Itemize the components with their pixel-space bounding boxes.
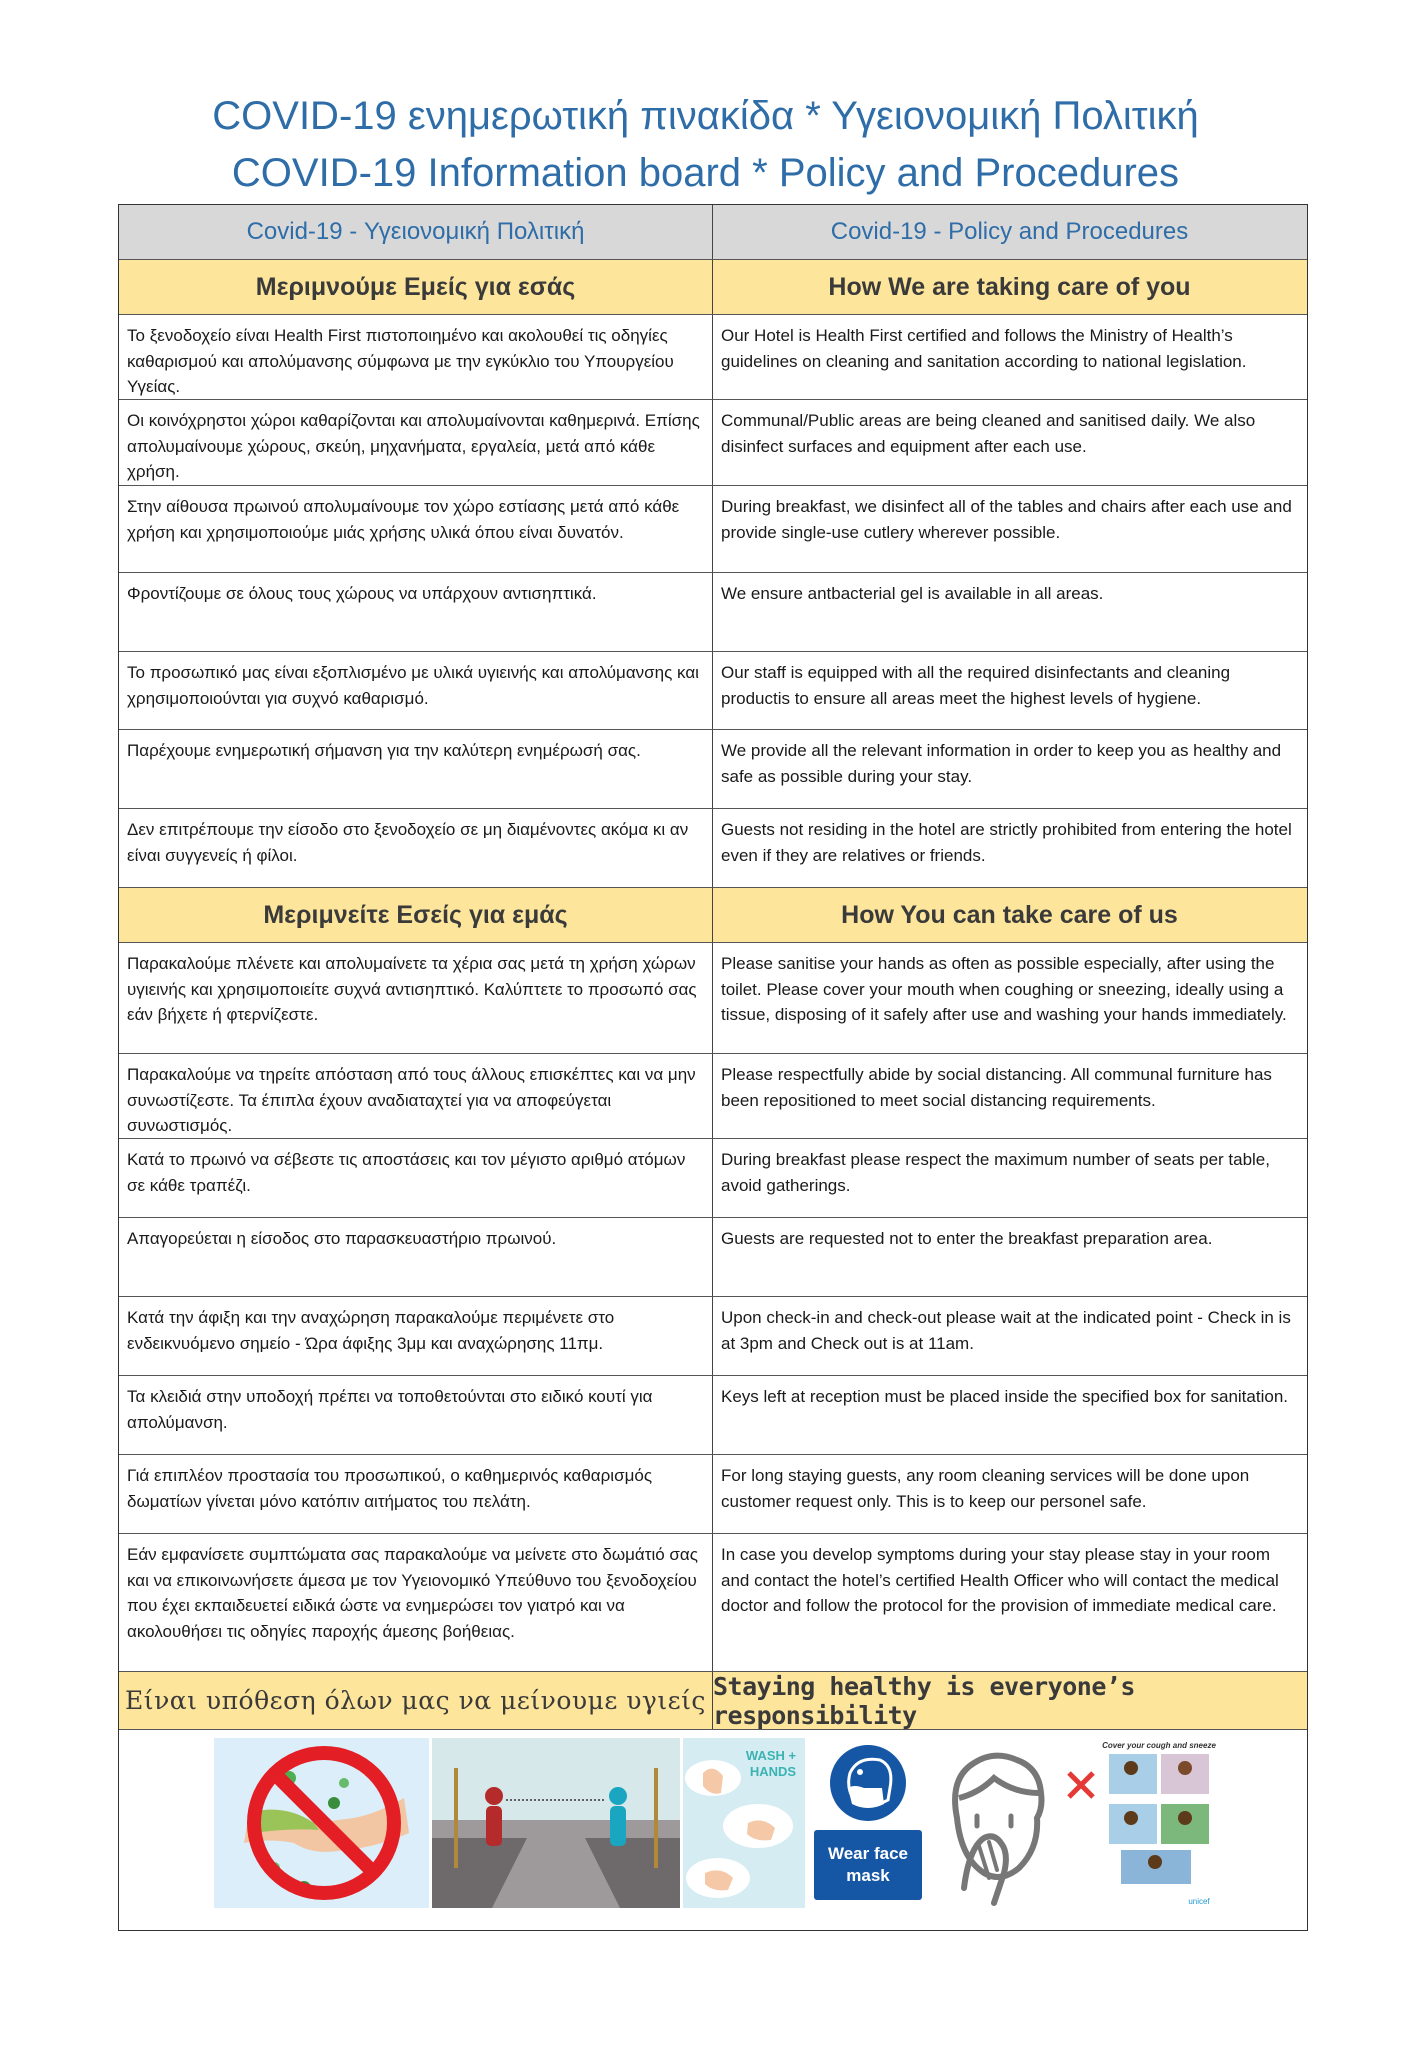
column-header-row bbox=[119, 205, 1307, 260]
table-row bbox=[119, 943, 1307, 1054]
info-board-table bbox=[118, 204, 1308, 1931]
table-row bbox=[119, 1218, 1307, 1297]
row-text-greek: Παρακαλούμε να τηρείτε απόσταση από τους άλλους επισκέπτες και να μην συνωστίζεστε. Τα έπιπλα έχουν αναδιαταχτεί για να αποφεύγεται συνωστισμός. bbox=[119, 1054, 713, 1138]
row-text-greek: Κατά το πρωινό να σέβεστε τις αποστάσεις και τον μέγιστο αριθμό ατόμων σε κάθε τραπέζι. bbox=[119, 1139, 713, 1217]
row-text-greek: Παρακαλούμε πλένετε και απολυμαίνετε τα χέρια σας μετά τη χρήση χώρων υγιεινής και χρησιμοποιείτε συχνά αντισηπτικό. Καλύπτετε το προσωπό σας εάν βήχετε ή φτερνίζεστε. bbox=[119, 943, 713, 1053]
slogan-row bbox=[119, 1672, 1307, 1730]
cover-cough-poster bbox=[1059, 1738, 1219, 1908]
row-text-greek: Το προσωπικό μας είναι εξοπλισμένο με υλικά υγιεινής και απολύμανσης και χρησιμοποιούνται για συχνό καθαρισμό. bbox=[119, 652, 713, 729]
row-text-english: Guests not residing in the hotel are strictly prohibited from entering the hotel even if they are relatives or friends. bbox=[721, 820, 1292, 865]
row-text-english: We provide all the relevant information in order to keep you as healthy and safe as possible during your stay. bbox=[721, 741, 1282, 786]
row-text-greek: Γιά επιπλέον προστασία του προσωπικού, ο καθημερινός καθαρισμός δωματίων γίνεται μόνο κατόπιν αιτήματος του πελάτη. bbox=[119, 1455, 713, 1533]
wear-face-mask-sign bbox=[808, 1738, 928, 1908]
row-text-greek: Εάν εμφανίσετε συμπτώματα σας παρακαλούμε να μείνετε στο δωμάτιό σας και να επικοινωνήσετε άμεσα με τον Υγειονομικό Υπεύθυνο του ξενοδοχείου που έχει εκπαιδευετεί ειδικά ώστε να ενημερώσει τον γιατρό και να ακολουθήσει τις οδηγίες παροχής άμεσης βοήθειας. bbox=[119, 1534, 713, 1671]
table-row bbox=[119, 315, 1307, 400]
row-text-greek: Κατά την άφιξη και την αναχώρηση παρακαλούμε περιμένετε στο ενδεικνυόμενο σημείο - Ώρα άφιξης 3μμ και αναχώρησης 11πμ. bbox=[119, 1297, 713, 1375]
cover-cough-label: Cover your cough and sneeze bbox=[1102, 1741, 1216, 1750]
slogan-greek: Είναι υπόθεση όλων μας να μείνουμε υγιείς bbox=[119, 1672, 713, 1729]
row-text-greek: Στην αίθουσα πρωινού απολυμαίνουμε τον χώρο εστίασης μετά από κάθε χρήση και χρησιμοποιούμε μιάς χρήσης υλικά όπου είναι δυνατόν. bbox=[119, 486, 713, 572]
row-text-english: Keys left at reception must be placed inside the specified box for sanitation. bbox=[721, 1387, 1288, 1406]
table-row bbox=[119, 573, 1307, 652]
table-row bbox=[119, 652, 1307, 730]
wash-hands-image bbox=[683, 1738, 805, 1908]
face-mask-icon bbox=[808, 1738, 928, 1908]
table-row bbox=[119, 1455, 1307, 1534]
row-text-greek: Απαγορεύεται η είσοδος στο παρασκευαστήριο πρωινού. bbox=[119, 1218, 713, 1296]
row-text-english: During breakfast please respect the maximum number of seats per table, avoid gatherings. bbox=[721, 1150, 1270, 1195]
no-handshake-image bbox=[214, 1738, 429, 1908]
row-text-english: We ensure antbacterial gel is available in all areas. bbox=[721, 584, 1104, 603]
row-text-greek: Τα κλειδιά στην υποδοχή πρέπει να τοποθετούνται στο ειδικό κουτί για απολύμανση. bbox=[119, 1376, 713, 1454]
row-text-english: Please respectfully abide by social distancing. All communal furniture has been repositioned to meet social distancing requirements. bbox=[721, 1065, 1272, 1110]
social-distancing-image bbox=[432, 1738, 680, 1908]
row-text-english: Please sanitise your hands as often as possible especially, after using the toilet. Please cover your mouth when coughing or sneezing, ideally using a tissue, disposing of it safely after use and washing your hands immediately. bbox=[721, 954, 1287, 1024]
column-header-greek: Covid-19 - Υγειονομική Πολιτική bbox=[119, 205, 713, 259]
row-text-english: During breakfast, we disinfect all of the tables and chairs after each use and provide single-use cutlery wherever possible. bbox=[721, 497, 1292, 542]
table-row bbox=[119, 1376, 1307, 1455]
illustrations-row bbox=[119, 1730, 1307, 1930]
table-row bbox=[119, 1054, 1307, 1139]
row-text-english: Upon check-in and check-out please wait at the indicated point - Check in is at 3pm and Check out is at 11am. bbox=[721, 1308, 1291, 1353]
table-row bbox=[119, 400, 1307, 486]
cover-mouth-image bbox=[939, 1738, 1059, 1908]
row-text-english: Our Hotel is Health First certified and follows the Ministry of Health’s guidelines on cleaning and sanitation according to national legislation. bbox=[721, 326, 1247, 371]
row-text-greek: Παρέχουμε ενημερωτική σήμανση για την καλύτερη ενημέρωσή σας. bbox=[119, 730, 713, 808]
table-row bbox=[119, 1534, 1307, 1672]
social-distance-icon bbox=[432, 1738, 680, 1908]
table-row bbox=[119, 486, 1307, 573]
unicef-logo-text: unicef bbox=[1188, 1897, 1210, 1906]
wear-face-mask-label-1: Wear face bbox=[827, 1844, 909, 1863]
row-text-greek: Το ξενοδοχείο είναι Health First πιστοποιημένο και ακολουθεί τις οδηγίες καθαρισμού και απολύμανσης σύμφωνα με την εγκύκλιο του Υπουργείου Υγείας. bbox=[119, 315, 713, 399]
table-row bbox=[119, 809, 1307, 888]
row-text-english: Communal/Public areas are being cleaned and sanitised daily. We also disinfect surfaces and equipment after each use. bbox=[721, 411, 1256, 456]
section-heading-row bbox=[119, 260, 1307, 315]
column-header-english: Covid-19 - Policy and Procedures bbox=[830, 218, 1189, 245]
section-heading-greek: Μεριμνούμε Εμείς για εσάς bbox=[119, 260, 713, 314]
page-title-greek: COVID-19 ενημερωτική πινακίδα * Υγειονομική Πολιτική bbox=[212, 94, 1199, 138]
row-text-english: Guests are requested not to enter the breakfast preparation area. bbox=[721, 1229, 1213, 1248]
row-text-english: For long staying guests, any room cleaning services will be done upon customer request only. This is to keep our personel safe. bbox=[721, 1466, 1250, 1511]
cover-mouth-icon bbox=[939, 1738, 1059, 1908]
table-row bbox=[119, 730, 1307, 809]
no-handshake-icon bbox=[214, 1738, 429, 1908]
wash-hands-label-1: WASH + bbox=[745, 1748, 797, 1763]
section-heading-row bbox=[119, 888, 1307, 943]
wash-hands-label-2: HANDS bbox=[749, 1764, 797, 1779]
row-text-greek: Οι κοινόχρηστοι χώροι καθαρίζονται και απολυμαίνονται καθημερινά. Επίσης απολυμαίνουμε χώρους, σκεύη, μηχανήματα, εργαλεία, μετά από κάθε χρήση. bbox=[119, 400, 713, 485]
row-text-english: In case you develop symptoms during your stay please stay in your room and contact the hotel’s certified Health Officer who will contact the medical doctor and follow the protocol for the provision of immediate medical care. bbox=[721, 1545, 1279, 1615]
row-text-english: Our staff is equipped with all the required disinfectants and cleaning productis to ensure all areas meet the highest levels of hygiene. bbox=[721, 663, 1231, 708]
section-heading-english: How We are taking care of you bbox=[828, 272, 1191, 301]
table-row bbox=[119, 1139, 1307, 1218]
slogan-english: Staying healthy is everyone’s responsibility bbox=[713, 1671, 1135, 1730]
wash-hands-icon bbox=[683, 1738, 805, 1908]
row-text-greek: Φροντίζουμε σε όλους τους χώρους να υπάρχουν αντισηπτικά. bbox=[119, 573, 713, 651]
table-row bbox=[119, 1297, 1307, 1376]
cough-sneeze-icon bbox=[1059, 1738, 1219, 1908]
section-heading-english: How You can take care of us bbox=[841, 900, 1178, 929]
section-heading-greek: Μεριμνείτε Εσείς για εμάς bbox=[119, 888, 713, 942]
page-title-english: COVID-19 Information board * Policy and Procedures bbox=[231, 151, 1180, 195]
row-text-greek: Δεν επιτρέπουμε την είσοδο στο ξενοδοχείο σε μη διαμένοντες ακόμα κι αν είναι συγγενείς ή φίλοι. bbox=[119, 809, 713, 887]
wear-face-mask-label-2: mask bbox=[846, 1866, 890, 1885]
